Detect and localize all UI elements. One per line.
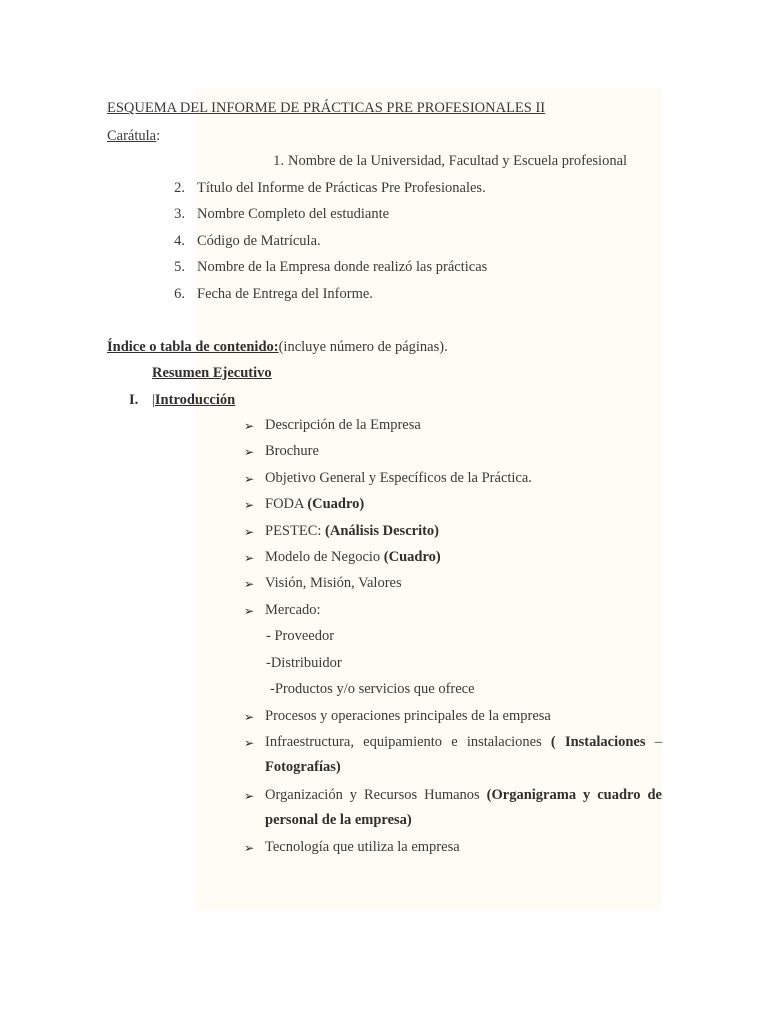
- list-item: Mercado:: [265, 602, 321, 618]
- arrow-bullet-icon: ➢: [244, 498, 255, 512]
- list-number: 3.: [174, 206, 185, 222]
- arrow-bullet-icon: ➢: [244, 789, 255, 803]
- list-number: 4.: [174, 233, 185, 249]
- list-item-organizacion: Organización y Recursos Humanos (Organigrama y cuadro de personal de la empresa): [265, 787, 662, 828]
- list-item: Visión, Misión, Valores: [265, 575, 402, 591]
- arrow-bullet-icon: ➢: [244, 419, 255, 433]
- arrow-bullet-icon: ➢: [244, 577, 255, 591]
- list-item-infraestructura: Infraestructura, equipamiento e instalaciones ( Instalaciones – Fotografías): [265, 734, 662, 775]
- document-title: ESQUEMA DEL INFORME DE PRÁCTICAS PRE PROFESIONALES II: [107, 100, 546, 116]
- sub-item: - Proveedor: [266, 628, 335, 644]
- list-item: Tecnología que utiliza la empresa: [265, 839, 460, 855]
- list-item: Fecha de Entrega del Informe.: [197, 286, 373, 302]
- section-numeral: I.: [129, 392, 139, 408]
- indice-note: (incluye número de páginas).: [278, 339, 448, 355]
- list-item: Nombre de la Empresa donde realizó las prácticas: [197, 259, 488, 275]
- list-item: Nombre de la Universidad, Facultad y Escuela profesional: [288, 153, 628, 169]
- arrow-bullet-icon: ➢: [244, 551, 255, 565]
- list-item: Descripción de la Empresa: [265, 417, 421, 433]
- list-item-pestec: PESTEC: (Análisis Descrito): [265, 523, 439, 539]
- list-item: Título del Informe de Prácticas Pre Profesionales.: [197, 180, 486, 196]
- list-number: 6.: [174, 286, 185, 302]
- caratula-label: Carátula: [107, 128, 157, 144]
- caratula-colon: :: [156, 128, 161, 144]
- resumen-heading: Resumen Ejecutivo: [152, 365, 272, 381]
- arrow-bullet-icon: ➢: [244, 710, 255, 724]
- arrow-bullet-icon: ➢: [244, 736, 255, 750]
- arrow-bullet-icon: ➢: [244, 525, 255, 539]
- list-item: Procesos y operaciones principales de la empresa: [265, 708, 551, 724]
- list-item-foda: FODA (Cuadro): [265, 496, 365, 512]
- list-item: Código de Matrícula.: [197, 233, 321, 249]
- caratula-heading: [107, 128, 160, 145]
- arrow-bullet-icon: ➢: [244, 445, 255, 459]
- arrow-bullet-icon: ➢: [244, 604, 255, 618]
- sub-item: -Productos y/o servicios que ofrece: [270, 681, 475, 697]
- list-number: 2.: [174, 180, 185, 196]
- indice-label: Índice o tabla de contenido:: [107, 339, 279, 355]
- list-item-modelo: Modelo de Negocio (Cuadro): [265, 549, 441, 565]
- indice-heading: [107, 339, 448, 356]
- list-number: 5.: [174, 259, 185, 275]
- list-item: Nombre Completo del estudiante: [197, 206, 390, 222]
- list-number: 1.: [273, 153, 284, 169]
- list-item: Objetivo General y Específicos de la Práctica.: [265, 470, 532, 486]
- arrow-bullet-icon: ➢: [244, 472, 255, 486]
- list-item: Brochure: [265, 443, 319, 459]
- section-heading-introduccion: |Introducción: [152, 392, 236, 408]
- sub-item: -Distribuidor: [266, 655, 342, 671]
- arrow-bullet-icon: ➢: [244, 841, 255, 855]
